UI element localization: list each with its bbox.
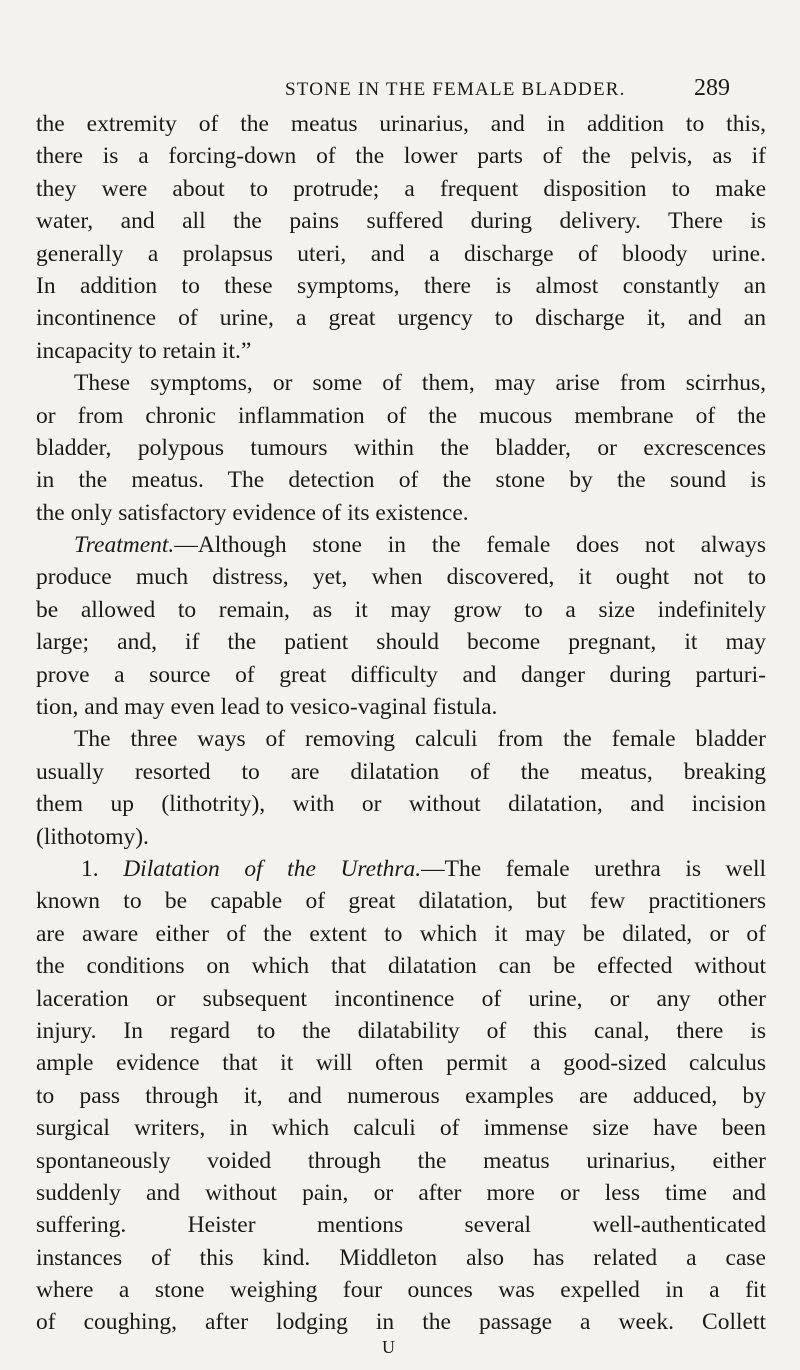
body-text [36, 108, 766, 1339]
text-line: laceration or subsequent incontinence of urine, or any other [36, 985, 766, 1012]
text-line: suffering. Heister mentions several well-authenticated [36, 1212, 766, 1239]
dilatation-text: —The female urethra is well [421, 855, 767, 882]
text-line: in the meatus. The detection of the stone by the sound is [36, 467, 766, 494]
text-line: the conditions on which that dilatation can be effected without [36, 953, 766, 980]
text-line: ample evidence that it will often permit a good-sized calculus [36, 1050, 766, 1077]
text-line: generally a prolapsus uteri, and a discharge of bloody urine. [36, 240, 766, 267]
text-line: large; and, if the patient should become pregnant, it may [36, 629, 766, 656]
text-line: prove a source of great difficulty and danger during parturi- [36, 661, 766, 688]
text-line: produce much distress, yet, when discovered, it ought not to [36, 564, 766, 591]
text-line: are aware either of the extent to which it may be dilated, or of [36, 920, 766, 947]
running-head [285, 75, 730, 102]
paragraph-start-line: The three ways of removing calculi from the female bladder [74, 726, 766, 753]
treatment-text: —Although stone in the female does not always [174, 532, 766, 559]
text-line: the extremity of the meatus urinarius, and in addition to this, [36, 111, 766, 137]
text-line: incontinence of urine, a great urgency to discharge it, and an [36, 305, 766, 332]
text-line: surgical writers, in which calculi of immense size have been [36, 1115, 766, 1142]
treatment-heading-line [36, 529, 766, 561]
dilatation-heading: Dilatation of the Urethra. [123, 855, 422, 882]
paragraph-start-line: These symptoms, or some of them, may arise from scirrhus, [74, 370, 766, 397]
section-number: 1. [81, 855, 99, 882]
text-line: usually resorted to are dilatation of the meatus, breaking [36, 758, 766, 785]
text-line: bladder, polypous tumours within the bladder, or excrescences [36, 434, 766, 461]
text-line: spontaneously voided through the meatus urinarius, either [36, 1147, 766, 1174]
text-line: (lithotomy). [36, 823, 149, 850]
text-line: incapacity to retain it.” [36, 337, 252, 364]
text-line: injury. In regard to the dilatability of this canal, there is [36, 1017, 766, 1044]
text-line: them up (lithotrity), with or without dilatation, and incision [36, 791, 766, 818]
text-line: be allowed to remain, as it may grow to a size indefinitely [36, 596, 766, 623]
text-line: the only satisfactory evidence of its existence. [36, 499, 469, 526]
page-number: 289 [694, 75, 730, 101]
text-line: of coughing, after lodging in the passage a week. Collett [36, 1309, 766, 1336]
text-line: to pass through it, and numerous examples are adduced, by [36, 1082, 766, 1109]
dilatation-heading-line [36, 853, 766, 885]
text-line: they were about to protrude; a frequent disposition to make [36, 175, 766, 202]
text-line: water, and all the pains suffered during delivery. There is [36, 208, 766, 235]
text-line: tion, and may even lead to vesico-vaginal fistula. [36, 694, 498, 721]
text-line: known to be capable of great dilatation, but few practitioners [36, 888, 766, 915]
text-line: instances of this kind. Middleton also has related a case [36, 1244, 766, 1271]
running-head-title: STONE IN THE FEMALE BLADDER. [285, 79, 626, 100]
text-line: suddenly and without pain, or after more or less time and [36, 1179, 766, 1206]
treatment-heading: Treatment. [74, 532, 175, 559]
signature-mark: U [382, 1337, 395, 1357]
text-line: or from chronic inflammation of the mucous membrane of the [36, 402, 766, 429]
text-line: there is a forcing-down of the lower parts of the pelvis, as if [36, 143, 766, 170]
text-line: In addition to these symptoms, there is almost constantly an [36, 272, 766, 299]
text-line: where a stone weighing four ounces was expelled in a fit [36, 1277, 766, 1304]
